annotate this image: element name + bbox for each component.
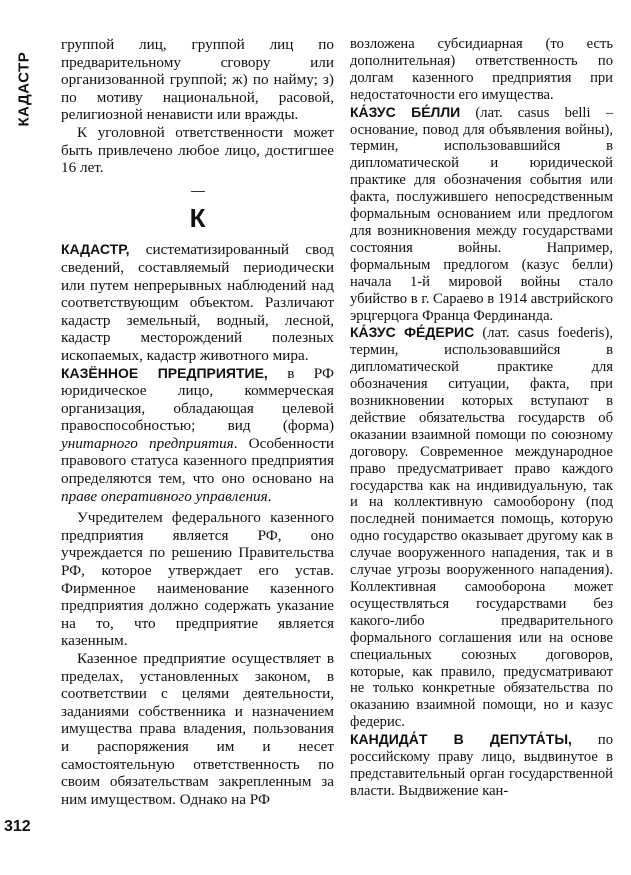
right-column xyxy=(350,36,613,800)
headword: КАЗЁННОЕ ПРЕДПРИЯТИЕ, xyxy=(61,364,268,381)
entry-kazus-federis xyxy=(350,324,613,731)
entry-text: систематизированный свод сведений, составляемый периодически или путем непрерывных наблюдений над соответствующим объектом. Различают кадастр земельный, водный, лесной, кадастр месторождений полезных ископаемых, кадастр животного мира. xyxy=(61,241,334,364)
headword: КАНДИДА́Т В ДЕПУТА́ТЫ, xyxy=(350,731,572,748)
headword: КАДАСТР, xyxy=(61,241,130,258)
entry-text: . xyxy=(267,487,272,505)
headword: КА́ЗУС БЕ́ЛЛИ xyxy=(350,103,461,120)
running-head: КАДАСТР xyxy=(15,51,33,127)
cross-reference: праве оперативного управления xyxy=(61,487,268,505)
entry-text: в РФ юридическое лицо, коммерческая организация, обладающая целевой правоспособностью; вид (форма) xyxy=(61,364,334,435)
paragraph: группой лиц, группой лиц по предварительному сговору или организованной группой; ж) по найму; з) по мотиву национальной, расовой, религиозной ненависти или вражды. xyxy=(61,36,334,124)
entry-kandidat-v-deputaty xyxy=(350,731,613,800)
paragraph: Казенное предприятие осуществляет в пределах, установленных законом, в соответствии с целями деятельности, заданиями собственника и назначением имущества права владения, пользования и распоряжения им и несет самостоятельную ответственность по своим обязательствам закрепленным за ним имуществом. Однако на РФ xyxy=(61,650,334,808)
left-column xyxy=(61,36,334,808)
page-number: 312 xyxy=(4,818,31,835)
entry-text: (лат. casus foederis), термин, использовавшийся в дипломатической практике для обозначения ситуации, факта, при возникновении которых вступают в действие обязательства государств об оказании взаимной помощи по союзному договору. Современное международное право предусматривает право каждого государства как на индивидуальную, так и на коллективную самооборону (под последней понимается помощь, которую одно государство оказывает другому как в случае вооруженного нападения, так и в случае угрозы вооруженного нападения). Коллективная самооборона может осуществляться государствами без какого-либо предварительного формального соглашения или на основе специальных союзных договоров, которые, как правило, предусматривают не только конкретные обязательства по оказанию взаимной помощи, но и казус федерис. xyxy=(350,325,613,731)
entry-text: по российскому праву лицо, выдвинутое в представительный орган государственной власти. Выдвижение кан- xyxy=(350,732,613,799)
section-letter: К xyxy=(189,202,206,233)
paragraph: Учредителем федерального казенного предприятия является РФ, оно учреждается по решению Правительства РФ, которое утверждает его устав. Фирменное наименование казенного предприятия должно содержать указание на то, что предприятие является казенным. xyxy=(61,509,334,650)
entry-kazennoe-predpriyatie xyxy=(61,365,334,506)
entry-kadastr xyxy=(61,241,334,364)
entry-text: . Особенности правового статуса казенного предприятия определяются тем, что оно основано на xyxy=(61,434,334,488)
divider xyxy=(191,191,205,192)
entry-text: (лат. casus belli – основание, повод для объявления войны), термин, использовавшийся в дипломатической и юридической практике для обозначения события или факта, послужившего непосредственным формальным основанием или предлогом для возникновения между государствами состояния войны. Например, формальным предлогом (казус белли) начала 1-й мировой войны стало убийство в г. Сараево в 1914 австрийского эрцгерцога Франца Фердинанда. xyxy=(350,104,613,324)
cross-reference: унитарного предприятия xyxy=(61,434,234,452)
headword: КА́ЗУС ФЕ́ДЕРИС xyxy=(350,324,475,341)
paragraph: возложена субсидиарная (то есть дополнительная) ответственность по долгам казенного предприятия при недостаточности его имущества. xyxy=(350,36,613,103)
entry-kazus-belli xyxy=(350,104,613,325)
paragraph: К уголовной ответственности может быть привлечено любое лицо, достигшее 16 лет. xyxy=(61,123,334,177)
